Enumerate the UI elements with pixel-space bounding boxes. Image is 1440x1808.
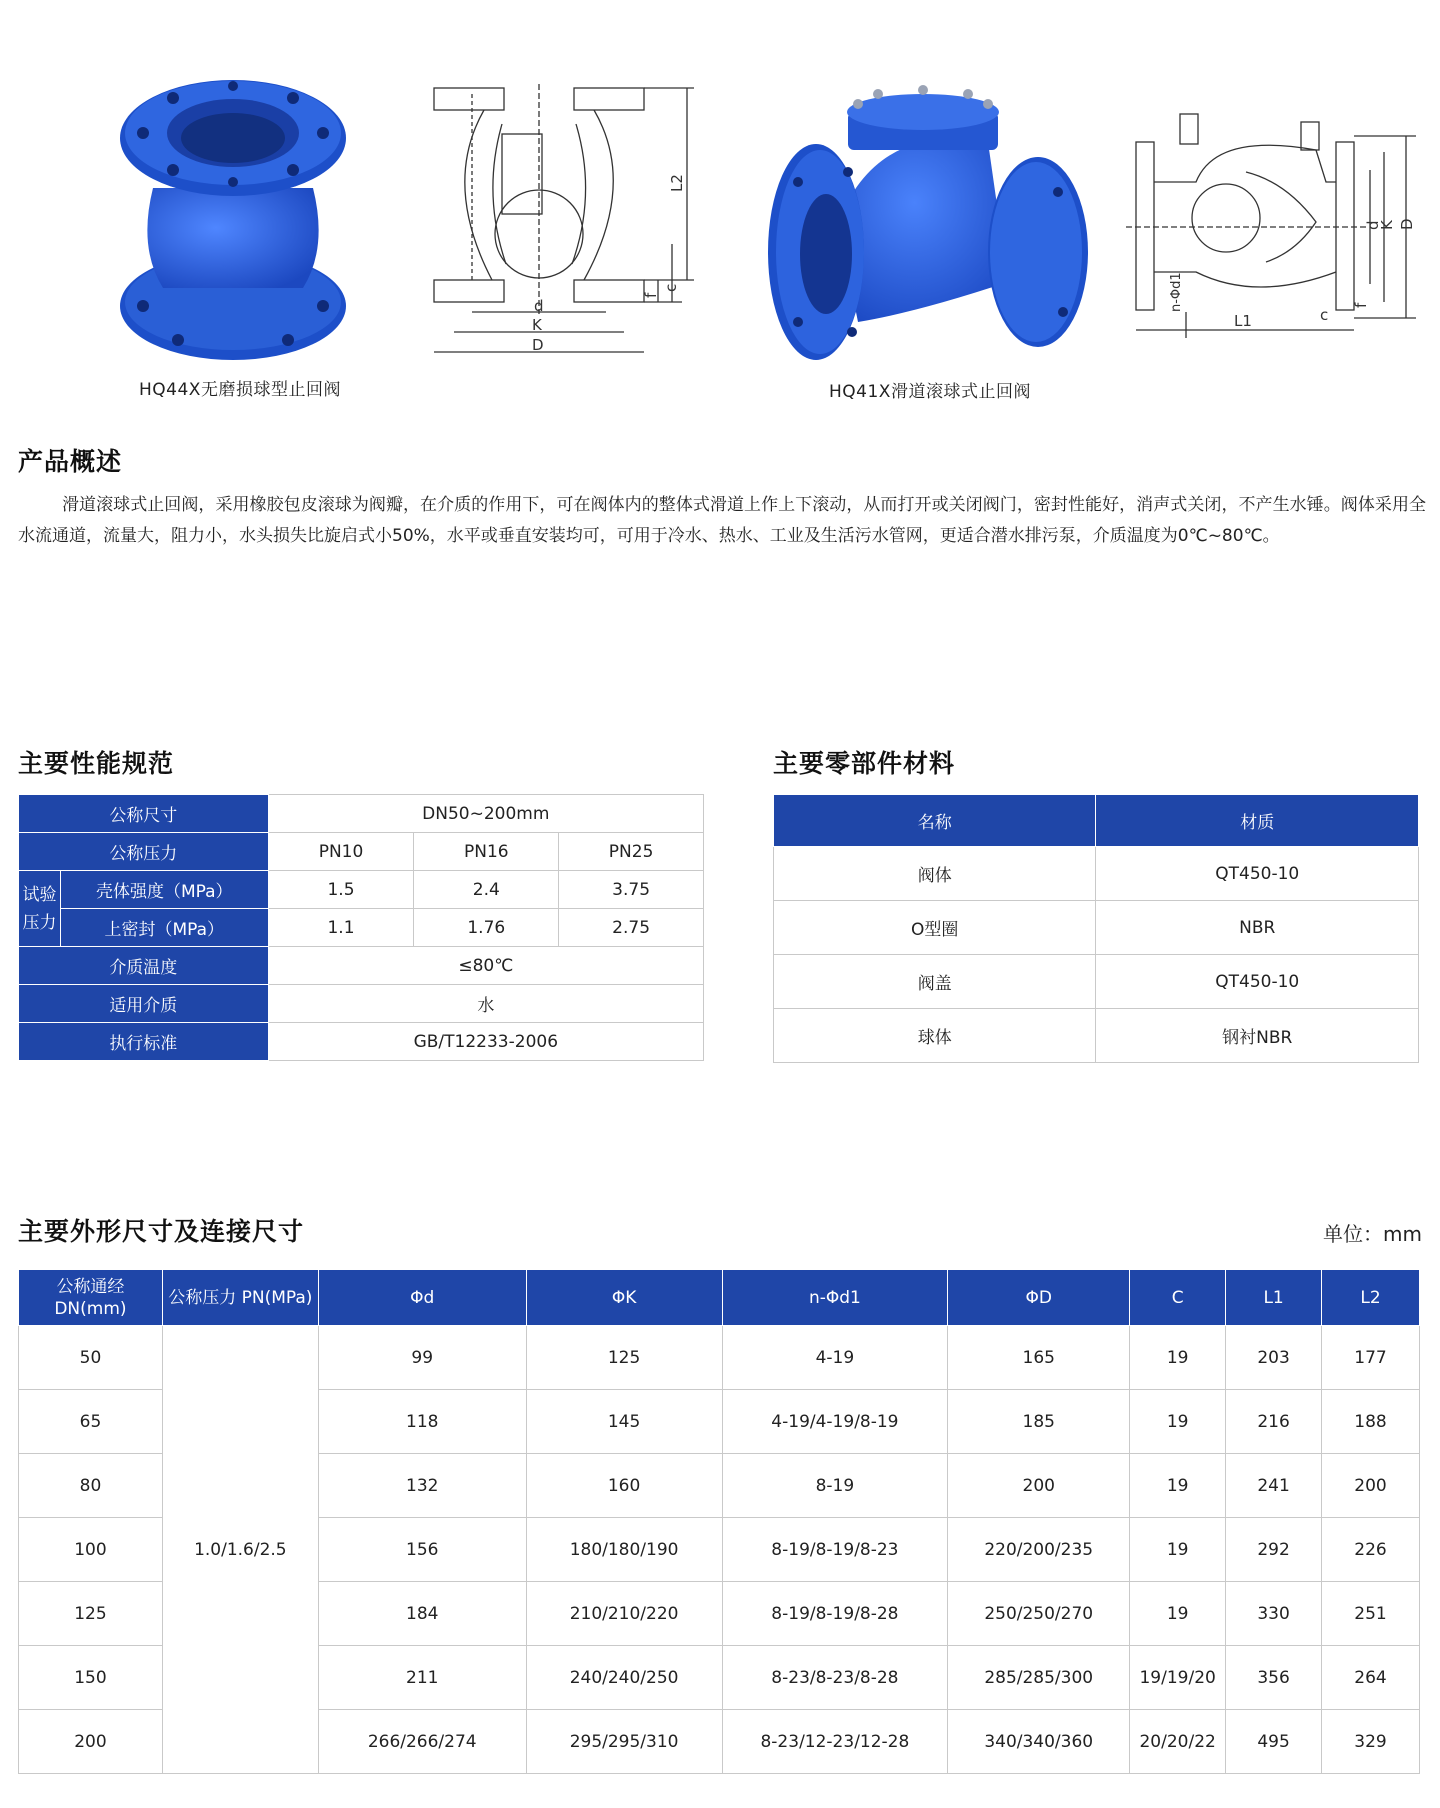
dim-cell: 8-19/8-19/8-23 [722,1518,948,1582]
dim-cell: 150 [19,1646,163,1710]
dim-cell: 330 [1226,1582,1322,1646]
label-f-right: f [1352,302,1370,308]
dim-cell: 266/266/274 [318,1710,526,1774]
label-L2: L2 [668,174,686,192]
medium-value: 水 [268,985,703,1023]
dim-cell: 125 [526,1326,722,1390]
dim-cell: 145 [526,1390,722,1454]
pn-cell: PN25 [559,833,704,871]
dim-cell: 200 [1322,1454,1420,1518]
shell-cell: 1.5 [268,871,414,909]
dim-cell: 50 [19,1326,163,1390]
shell-cell: 2.4 [414,871,559,909]
dim-cell: 8-23/8-23/8-28 [722,1646,948,1710]
dim-cell: 200 [948,1454,1130,1518]
test-label-2: 压力 [22,912,57,933]
test-pressure-label [19,871,61,947]
seal-label: 上密封（MPa） [60,909,268,947]
dim-cell: 19 [1130,1390,1226,1454]
performance-table [18,794,704,1061]
dim-header-c: C [1130,1270,1226,1326]
dim-cell: 80 [19,1454,163,1518]
dim-cell: 200 [19,1710,163,1774]
medium-label: 适用介质 [19,985,269,1023]
dimensions-title: 主要外形尺寸及连接尺寸 [18,1217,305,1246]
dim-cell: 184 [318,1582,526,1646]
standard-label: 执行标准 [19,1023,269,1061]
dim-cell: 8-19/8-19/8-28 [722,1582,948,1646]
size-label: 公称尺寸 [19,795,269,833]
dim-cell: 216 [1226,1390,1322,1454]
material-value: NBR [1096,901,1419,955]
dim-cell: 292 [1226,1518,1322,1582]
label-d-right: d [1364,220,1382,230]
material-part: 阀体 [774,847,1096,901]
dim-cell: 8-23/12-23/12-28 [722,1710,948,1774]
standard-value: GB/T12233-2006 [268,1023,703,1061]
materials-title: 主要零部件材料 [773,749,956,778]
dim-cell: 4-19/4-19/8-19 [722,1390,948,1454]
size-value: DN50~200mm [268,795,703,833]
dim-cell: 340/340/360 [948,1710,1130,1774]
dim-cell: 99 [318,1326,526,1390]
dim-header-l1: L1 [1226,1270,1322,1326]
overview-title: 产品概述 [18,447,123,476]
overview-text: 滑道滚球式止回阀，采用橡胶包皮滚球为阀瓣，在介质的作用下，可在阀体内的整体式滑道上作上下滚动，从而打开或关闭阀门，密封性能好，消声式关闭，不产生水锤。阀体采用全水流通道，流量大，阻力小，水头损失比旋启式小50%，水平或垂直安装均可，可用于冷水、热水、工业及生活污水管网，更适合潜水排污泵，介质温度为0℃~80℃。 [18,495,1426,546]
temp-label: 介质温度 [19,947,269,985]
dim-cell: 185 [948,1390,1130,1454]
label-D-right: D [1398,218,1416,230]
drawing-hq41x [1126,112,1426,342]
dim-cell: 125 [19,1582,163,1646]
dim-cell: 180/180/190 [526,1518,722,1582]
label-c-right: c [1320,306,1329,324]
temp-value: ≤80℃ [268,947,703,985]
dim-cell: 188 [1322,1390,1420,1454]
material-part: O型圈 [774,901,1096,955]
unit-label: 单位：mm [1323,1222,1422,1246]
materials-header-name: 名称 [774,795,1096,847]
dim-cell: 100 [19,1518,163,1582]
seal-cell: 2.75 [559,909,704,947]
label-D: D [532,336,544,354]
dim-cell: 4-19 [722,1326,948,1390]
dim-cell: 285/285/300 [948,1646,1130,1710]
valve-photo-hq44x [118,78,348,360]
label-f: f [642,292,660,298]
dim-cell: 156 [318,1518,526,1582]
dim-cell: 19 [1130,1454,1226,1518]
dim-cell: 356 [1226,1646,1322,1710]
material-value: 钢衬NBR [1096,1009,1419,1063]
shell-label: 壳体强度（MPa） [60,871,268,909]
seal-cell: 1.76 [414,909,559,947]
pressure-label: 公称压力 [19,833,269,871]
dim-header-k: ΦK [526,1270,722,1326]
label-c: c [662,283,680,292]
dim-cell: 295/295/310 [526,1710,722,1774]
label-k: K [532,316,542,334]
label-d: d [534,297,544,315]
caption-hq44x: HQ44X无磨损球型止回阀 [139,380,341,400]
dim-cell: 20/20/22 [1130,1710,1226,1774]
dim-cell: 495 [1226,1710,1322,1774]
label-L1: L1 [1234,312,1252,330]
dim-cell: 210/210/220 [526,1582,722,1646]
performance-title: 主要性能规范 [18,749,175,778]
test-label-1: 试验 [22,884,57,905]
dim-cell: 211 [318,1646,526,1710]
materials-header-material: 材质 [1096,795,1419,847]
dim-cell: 241 [1226,1454,1322,1518]
dim-cell: 160 [526,1454,722,1518]
material-value: QT450-10 [1096,847,1419,901]
dim-cell: 240/240/250 [526,1646,722,1710]
materials-table [773,794,1419,1063]
pn-cell: PN10 [268,833,414,871]
dim-cell: 264 [1322,1646,1420,1710]
dim-cell: 19 [1130,1326,1226,1390]
seal-cell: 1.1 [268,909,414,947]
dim-cell: 19 [1130,1518,1226,1582]
dim-cell: 65 [19,1390,163,1454]
dim-cell: 177 [1322,1326,1420,1390]
caption-hq41x: HQ41X滑道滚球式止回阀 [829,382,1031,402]
material-part: 阀盖 [774,955,1096,1009]
material-part: 球体 [774,1009,1096,1063]
dimensions-table [18,1269,1420,1774]
dim-cell: 220/200/235 [948,1518,1130,1582]
pn-cell: PN16 [414,833,559,871]
dim-cell: 329 [1322,1710,1420,1774]
dim-cell: 118 [318,1390,526,1454]
label-K-right: K [1378,220,1396,230]
dim-header-n: n-Φd1 [722,1270,948,1326]
dim-cell: 226 [1322,1518,1420,1582]
dim-cell: 250/250/270 [948,1582,1130,1646]
drawing-hq44x [432,84,702,374]
dim-cell: 19 [1130,1582,1226,1646]
dim-cell: 19/19/20 [1130,1646,1226,1710]
shell-cell: 3.75 [559,871,704,909]
dim-header-D: ΦD [948,1270,1130,1326]
dim-cell: 203 [1226,1326,1322,1390]
dim-pn-merged: 1.0/1.6/2.5 [162,1326,318,1774]
dim-header-l2: L2 [1322,1270,1420,1326]
material-value: QT450-10 [1096,955,1419,1009]
dim-cell: 165 [948,1326,1130,1390]
dim-cell: 8-19 [722,1454,948,1518]
dim-header-pn: 公称压力 PN(MPa) [162,1270,318,1326]
dim-cell: 132 [318,1454,526,1518]
dim-header-dn: 公称通经 DN(mm) [19,1270,163,1326]
label-n-right: n-Φd1 [1169,272,1184,312]
dim-cell: 251 [1322,1582,1420,1646]
dim-header-d: Φd [318,1270,526,1326]
valve-photo-hq41x [768,82,1090,364]
